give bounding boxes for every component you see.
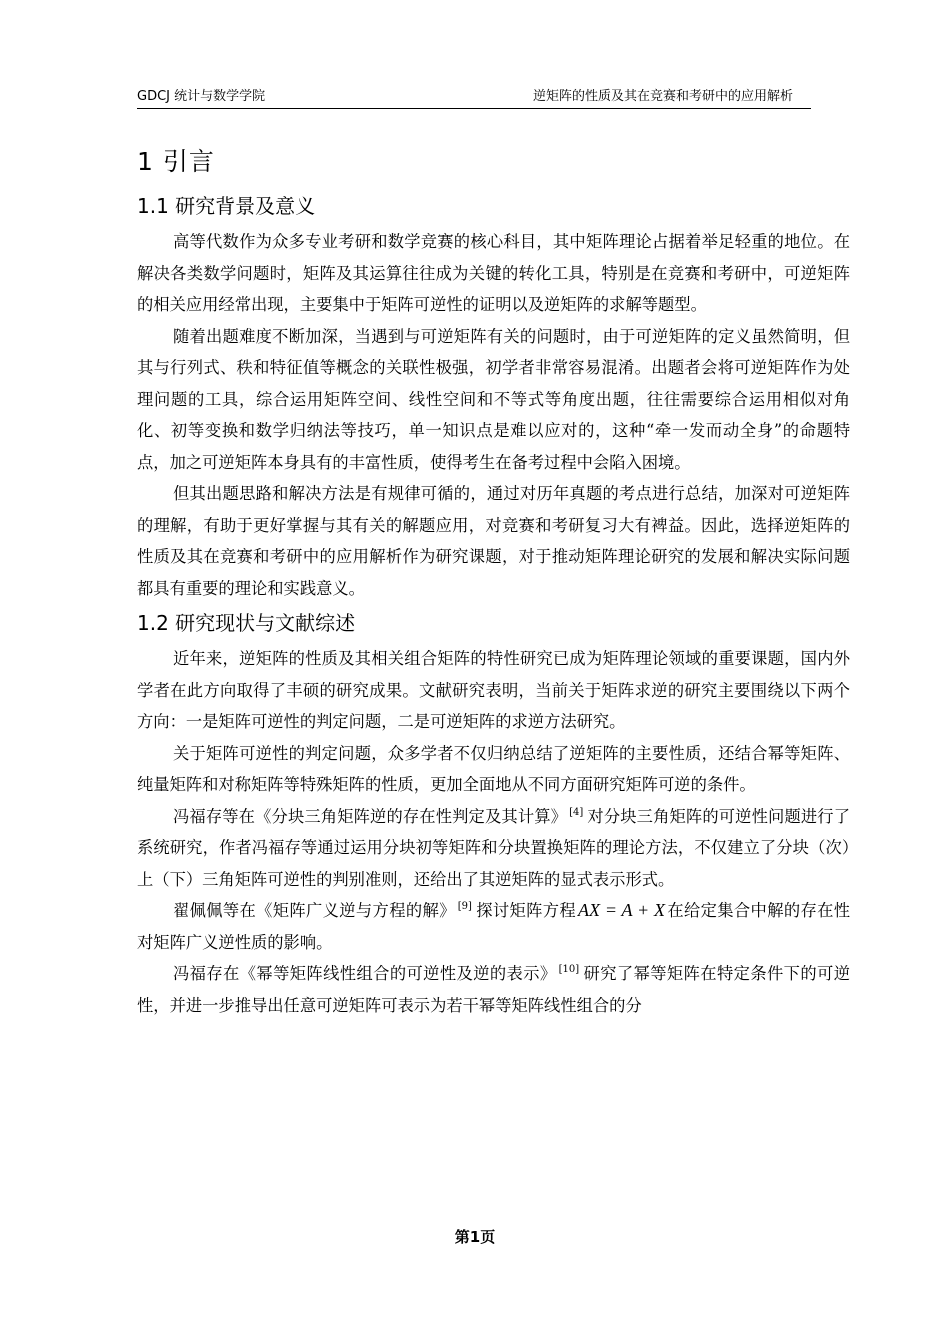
paragraph-text: 冯福存等在《分块三角矩阵逆的存在性判定及其计算》 — [173, 806, 568, 826]
page-number: 第1页 — [454, 1228, 496, 1246]
paragraph: 近年来，逆矩阵的性质及其相关组合矩阵的特性研究已成为矩阵理论领域的重要课题，国内外学者在此方向取得了丰硕的研究成果。文献研究表明，当前关于矩阵求逆的研究主要围绕以下两个方向：一是矩阵可逆性的判定问题，二是可逆矩阵的求逆方法研究。 — [137, 649, 850, 731]
matrix-equation: AX = A + X — [578, 900, 666, 920]
paragraph: 高等代数作为众多专业考研和数学竞赛的核心科目，其中矩阵理论占据着举足轻重的地位。在解决各类数学问题时，矩阵及其运算往往成为关键的转化工具，特别是在竞赛和考研中，可逆矩阵的相关应用经常出现，主要集中于矩阵可逆性的证明以及逆矩阵的求解等题型。 — [137, 232, 850, 314]
section-1-2-title: 1.2 研究现状与文献综述 — [137, 611, 356, 635]
paragraph-with-citation — [137, 958, 850, 1021]
citation-ref: [4] — [569, 806, 584, 818]
citation-ref: [10] — [558, 964, 580, 975]
paragraph: 随着出题难度不断加深，当遇到与可逆矩阵有关的问题时，由于可逆矩阵的定义虽然简明，但其与行列式、秩和特征值等概念的关联性极强，初学者非常容易混淆。出题者会将可逆矩阵作为处理问题的工具，综合运用矩阵空间、线性空间和不等式等角度出题，往往需要综合运用相似对角化、初等变换和数学归纳法等技巧，单一知识点是难以应对的，这种“牵一发而动全身”的命题特点，加之可逆矩阵本身具有的丰富性质，使得考生在备考过程中会陷入困境。 — [137, 326, 850, 472]
citation-ref: [9] — [457, 901, 472, 912]
paragraph-text: 在给定集合中解的存在性对矩阵广义逆性质的影响。 — [137, 901, 850, 952]
chapter-title: 1 引言 — [137, 147, 215, 176]
paragraph-text: 研究了幂等矩阵在特定条件下的可逆性，并进一步推导出任意可逆矩阵可表示为若干幂等矩阵线性组合的分 — [137, 964, 850, 1015]
paragraph-text: 翟佩佩等在《矩阵广义逆与方程的解》 — [173, 901, 456, 920]
paragraph-with-citation — [137, 801, 850, 896]
header-institution: GDCJ 统计与数学学院 — [137, 89, 266, 104]
section-1-1-title: 1.1 研究背景及意义 — [137, 194, 316, 218]
paragraph-text: 探讨矩阵方程 — [475, 901, 577, 920]
paragraph: 关于矩阵可逆性的判定问题，众多学者不仅归纳总结了逆矩阵的主要性质，还结合幂等矩阵、纯量矩阵和对称矩阵等特殊矩阵的性质，更加全面地从不同方面研究矩阵可逆的条件。 — [137, 743, 850, 794]
page-body — [137, 140, 850, 1021]
paragraph-with-citation — [137, 895, 850, 958]
paragraph-text: 冯福存在《幂等矩阵线性组合的可逆性及逆的表示》 — [173, 964, 557, 983]
paragraph: 但其出题思路和解决方法是有规律可循的，通过对历年真题的考点进行总结，加深对可逆矩阵的理解，有助于更好掌握与其有关的解题应用，对竞赛和考研复习大有裨益。因此，选择逆矩阵的性质及其在竞赛和考研中的应用解析作为研究课题，对于推动矩阵理论研究的发展和解决实际问题都具有重要的理论和实践意义。 — [137, 484, 850, 598]
header-paper-title: 逆矩阵的性质及其在竞赛和考研中的应用解析 — [532, 89, 793, 104]
paragraph-text: 对分块三角矩阵的可逆性问题进行了系统研究，作者冯福存等通过运用分块初等矩阵和分块置换矩阵的理论方法，不仅建立了分块（次）上（下）三角矩阵可逆性的判别准则，还给出了其逆矩阵的显式表示形式。 — [137, 806, 850, 889]
running-header — [137, 86, 811, 109]
